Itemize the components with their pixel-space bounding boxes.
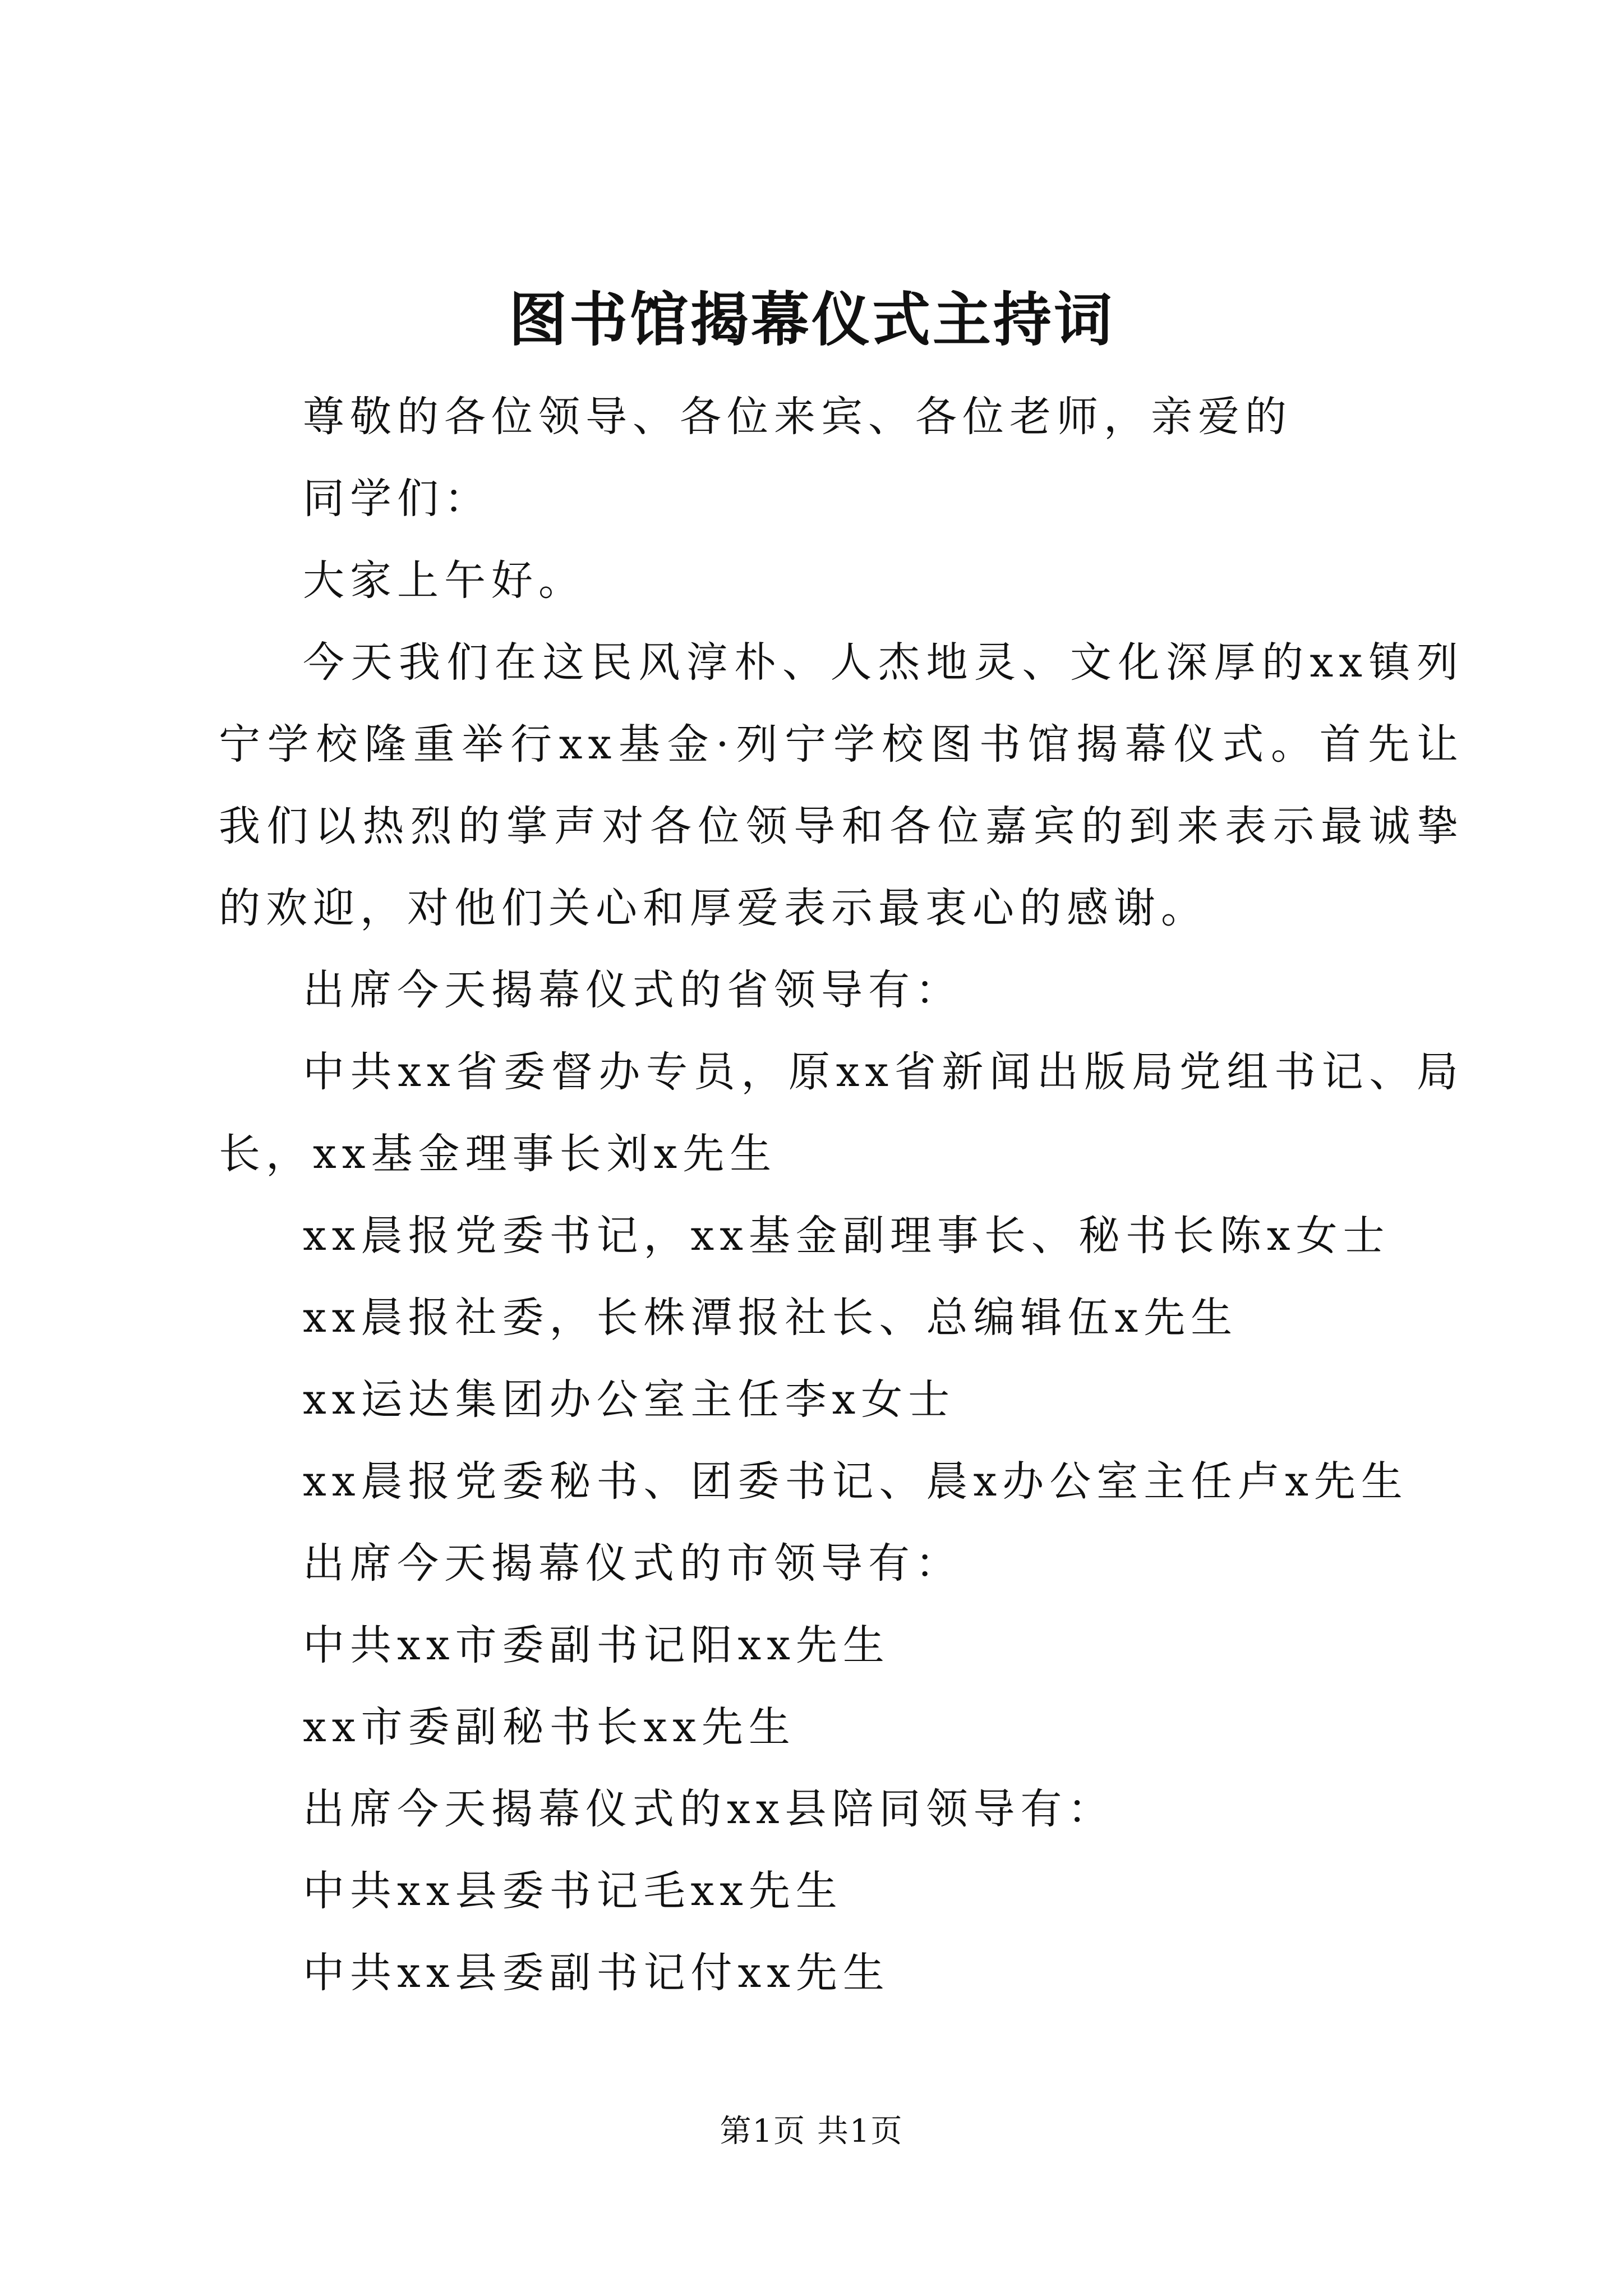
paragraph-greeting-cont: 同学们： bbox=[303, 475, 491, 523]
paragraph-city-heading: 出席今天揭幕仪式的市领导有： bbox=[303, 1539, 962, 1588]
paragraph-county-1: 中共xx县委书记毛xx先生 bbox=[303, 1867, 843, 1915]
paragraph-provincial-3: xx晨报社委，长株潭报社长、总编辑伍x先生 bbox=[303, 1294, 1238, 1342]
paragraph-county-heading: 出席今天揭幕仪式的xx县陪同领导有： bbox=[303, 1785, 1115, 1833]
paragraph-city-1: 中共xx市委副书记阳xx先生 bbox=[303, 1621, 890, 1669]
page-footer: 第1页 共1页 bbox=[720, 2113, 903, 2150]
paragraph-good-morning: 大家上午好。 bbox=[303, 556, 585, 605]
document-body bbox=[219, 376, 1464, 2014]
paragraph-intro: 今天我们在这民风淳朴、人杰地灵、文化深厚的xx镇列宁学校隆重举行xx基金·列宁学校图书馆揭幕仪式。首先让我们以热烈的掌声对各位领导和各位嘉宾的到来表示最诚挚的欢迎，对他们关心和厚爱表示最衷心的感谢。 bbox=[219, 638, 1464, 932]
paragraph-provincial-1: 中共xx省委督办专员，原xx省新闻出版局党组书记、局长，xx基金理事长刘x先生 bbox=[219, 1048, 1464, 1178]
paragraph-provincial-5: xx晨报党委秘书、团委书记、晨x办公室主任卢x先生 bbox=[303, 1457, 1408, 1506]
paragraph-greeting: 尊敬的各位领导、各位来宾、各位老师，亲爱的 bbox=[303, 393, 1292, 441]
paragraph-city-2: xx市委副秘书长xx先生 bbox=[303, 1703, 796, 1751]
paragraph-county-2: 中共xx县委副书记付xx先生 bbox=[303, 1949, 890, 1997]
paragraph-provincial-heading: 出席今天揭幕仪式的省领导有： bbox=[303, 966, 962, 1014]
paragraph-provincial-4: xx运达集团办公室主任李x女士 bbox=[303, 1375, 956, 1424]
document-title: 图书馆揭幕仪式主持词 bbox=[508, 285, 1114, 354]
paragraph-provincial-2: xx晨报党委书记，xx基金副理事长、秘书长陈x女士 bbox=[303, 1212, 1390, 1260]
